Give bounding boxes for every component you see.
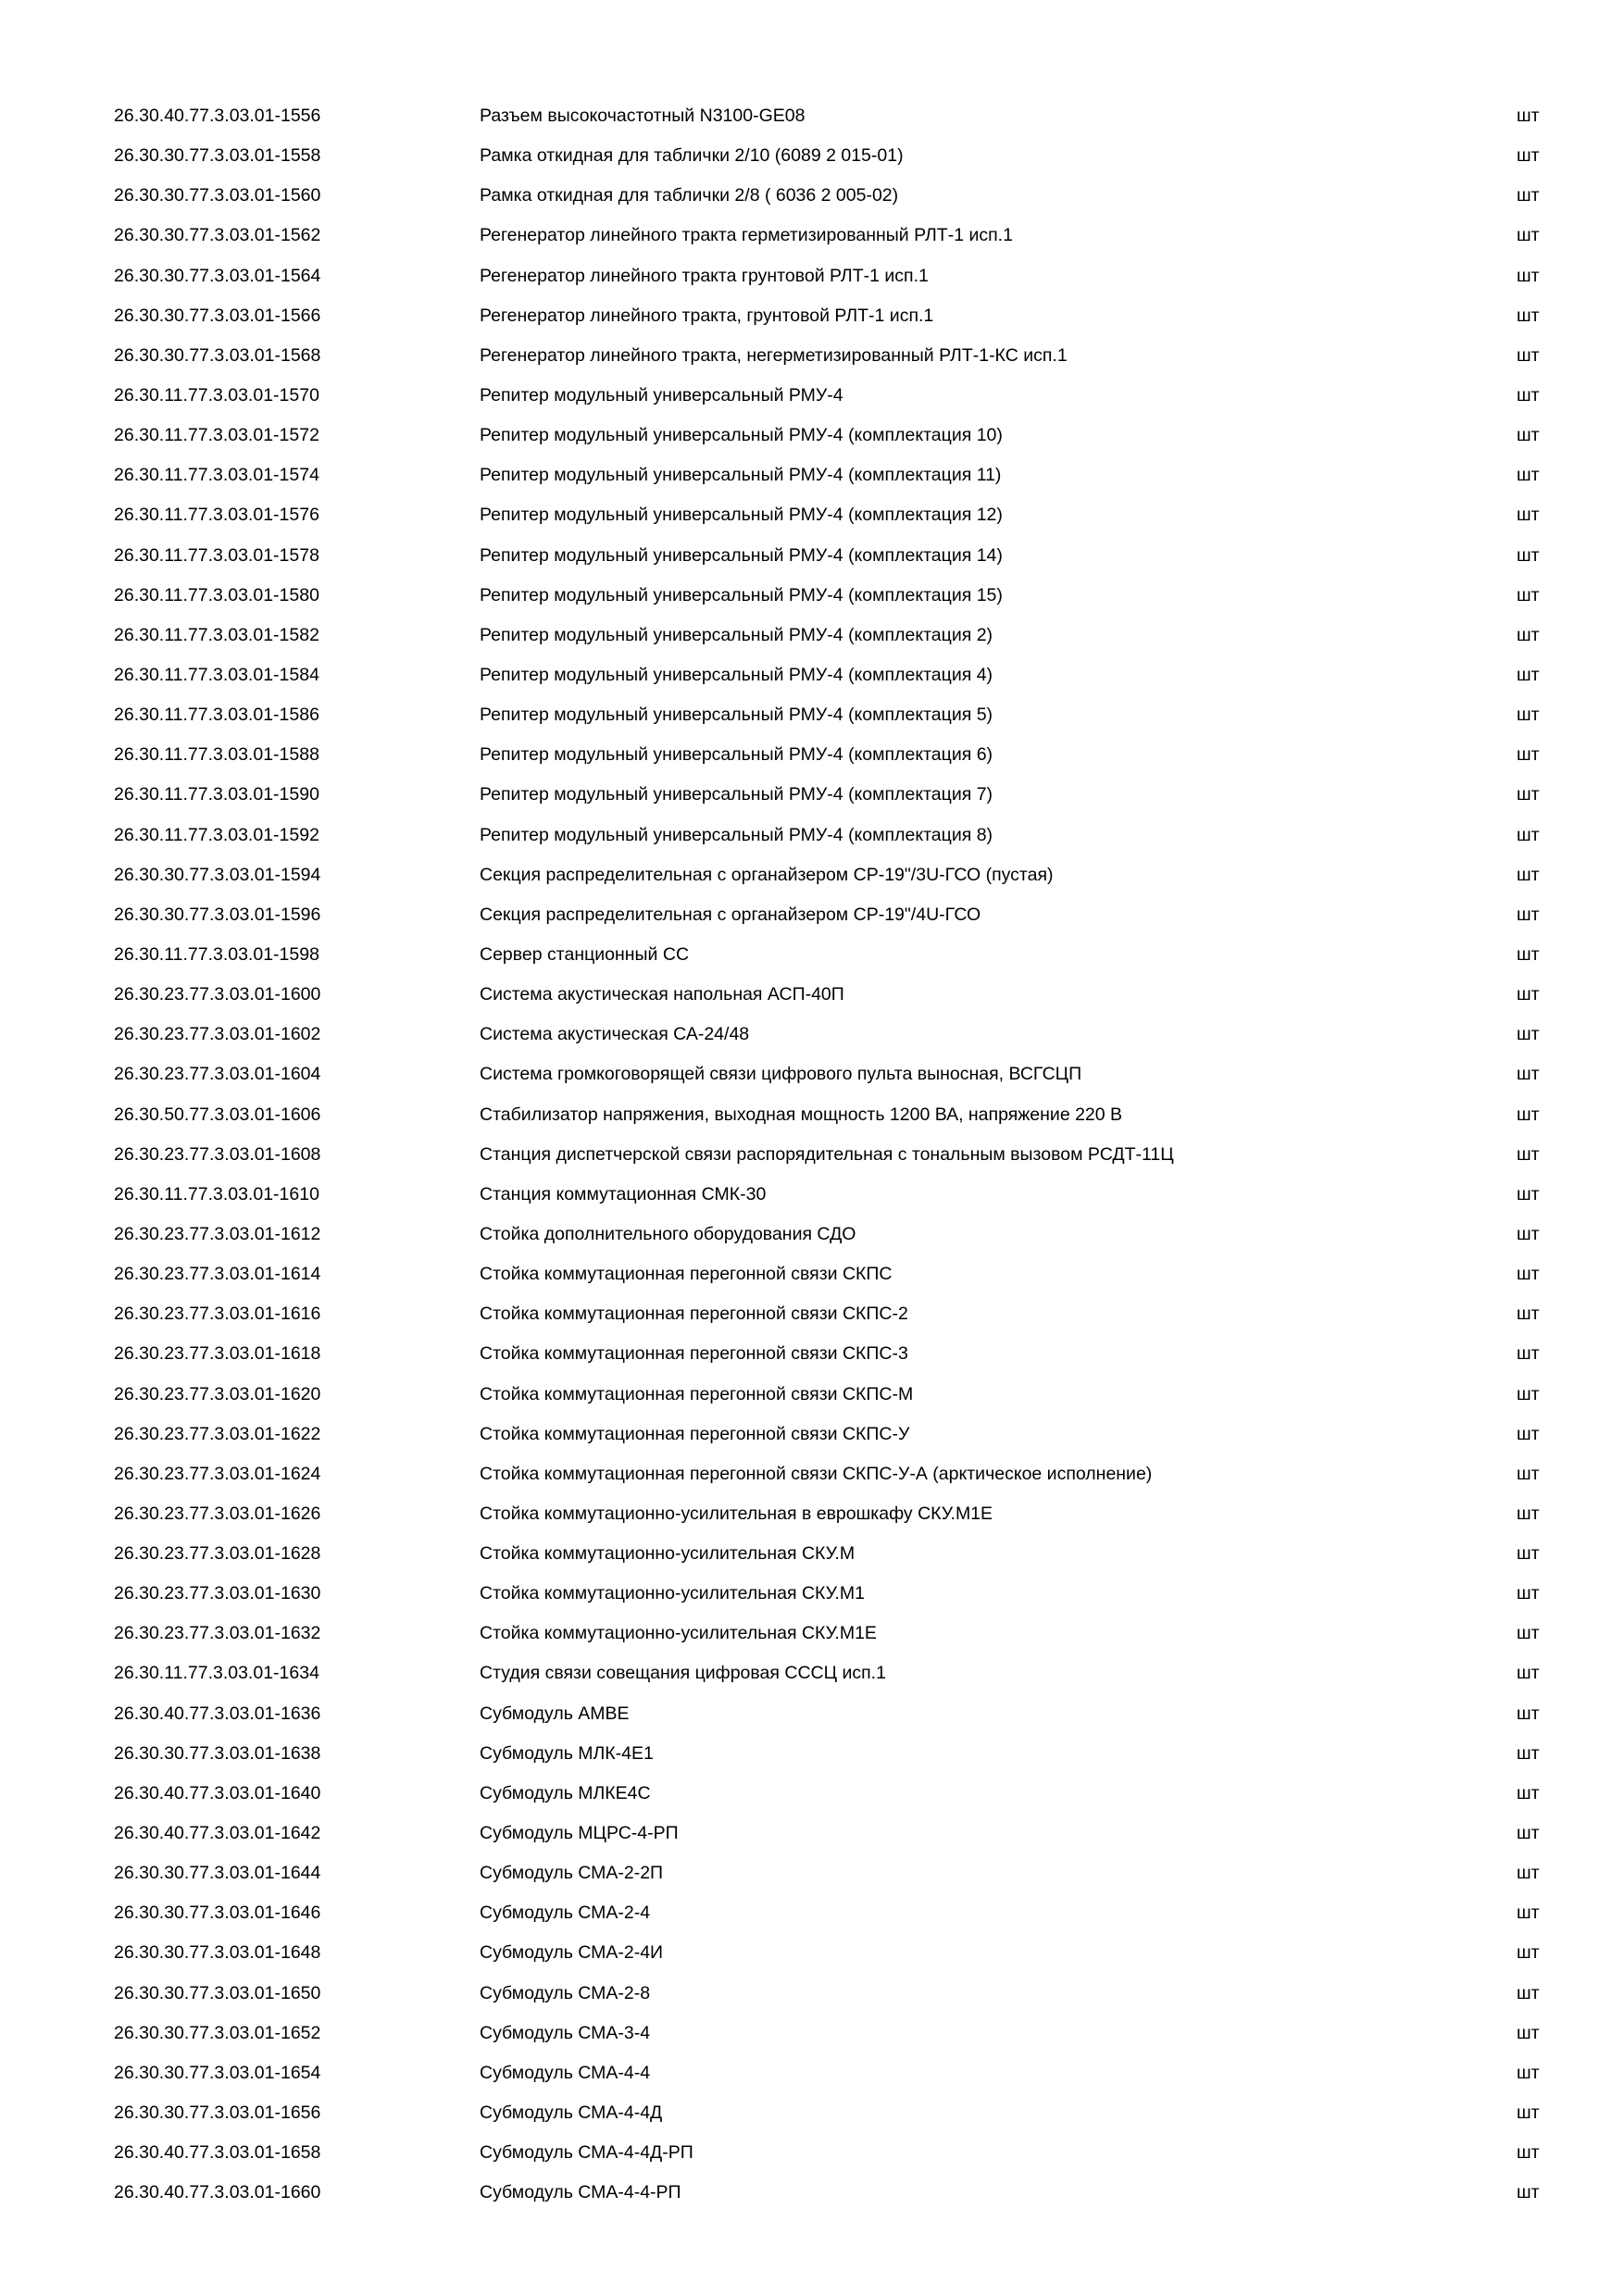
table-row xyxy=(0,504,1624,543)
resource-code: 26.30.30.77.3.03.01-1652 xyxy=(114,2022,321,2043)
resource-name: Студия связи совещания цифровая СССЦ исп.1 xyxy=(480,1663,886,1684)
unit-of-measure: шт xyxy=(1517,624,1540,645)
resource-name: Станция диспетчерской связи распорядительная с тональным вызовом РСДТ-11Ц xyxy=(480,1143,1174,1165)
table-row xyxy=(0,265,1624,305)
resource-code: 26.30.23.77.3.03.01-1608 xyxy=(114,1143,321,1165)
unit-of-measure: шт xyxy=(1517,1742,1540,1764)
unit-of-measure: шт xyxy=(1517,2142,1540,2164)
resource-code: 26.30.30.77.3.03.01-1646 xyxy=(114,1903,321,1924)
resource-name: Сервер станционный СС xyxy=(480,943,690,965)
unit-of-measure: шт xyxy=(1517,1782,1540,1803)
unit-of-measure: шт xyxy=(1517,664,1540,685)
unit-of-measure: шт xyxy=(1517,2022,1540,2043)
unit-of-measure: шт xyxy=(1517,824,1540,845)
resource-name: Стойка коммутационная перегонной связи СКПС-М xyxy=(480,1383,914,1404)
table-row xyxy=(0,664,1624,704)
resource-name: Рамка откидная для таблички 2/10 (6089 2 015-01) xyxy=(480,145,904,167)
resource-name: Репитер модульный универсальный РМУ-4 (комплектация 12) xyxy=(480,505,1003,526)
resource-code: 26.30.11.77.3.03.01-1574 xyxy=(114,465,319,486)
resource-name: Репитер модульный универсальный РМУ-4 (комплектация 8) xyxy=(480,824,993,845)
table-row xyxy=(0,464,1624,504)
unit-of-measure: шт xyxy=(1517,1623,1540,1644)
unit-of-measure: шт xyxy=(1517,1383,1540,1404)
resource-name: Регенератор линейного тракта герметизированный РЛТ-1 исп.1 xyxy=(480,225,1013,246)
unit-of-measure: шт xyxy=(1517,1663,1540,1684)
resource-name: Стойка коммутационная перегонной связи СКПС xyxy=(480,1264,893,1285)
resource-name: Субмодуль МЛК-4Е1 xyxy=(480,1742,654,1764)
resource-code: 26.30.23.77.3.03.01-1628 xyxy=(114,1543,321,1565)
table-row xyxy=(0,184,1624,224)
resource-code: 26.30.23.77.3.03.01-1600 xyxy=(114,984,321,1005)
unit-of-measure: шт xyxy=(1517,505,1540,526)
unit-of-measure: шт xyxy=(1517,145,1540,167)
resource-name: Репитер модульный универсальный РМУ-4 (комплектация 2) xyxy=(480,624,993,645)
resource-name: Станция коммутационная СМК-30 xyxy=(480,1183,767,1204)
resource-name: Стойка коммутационно-усилительная СКУ.М xyxy=(480,1543,856,1565)
unit-of-measure: шт xyxy=(1517,305,1540,326)
resource-code: 26.30.11.77.3.03.01-1578 xyxy=(114,544,319,566)
table-row xyxy=(0,1742,1624,1782)
resource-code: 26.30.11.77.3.03.01-1580 xyxy=(114,584,319,605)
table-row xyxy=(0,544,1624,584)
resource-code: 26.30.11.77.3.03.01-1592 xyxy=(114,824,319,845)
unit-of-measure: шт xyxy=(1517,1143,1540,1165)
table-row xyxy=(0,305,1624,344)
unit-of-measure: шт xyxy=(1517,344,1540,366)
resource-name: Стабилизатор напряжения, выходная мощность 1200 ВА, напряжение 220 В xyxy=(480,1104,1123,1125)
resource-name: Регенератор линейного тракта, негерметизированный РЛТ-1-КС исп.1 xyxy=(480,344,1068,366)
table-row xyxy=(0,983,1624,1023)
resource-name: Регенератор линейного тракта, грунтовой РЛТ-1 исп.1 xyxy=(480,305,934,326)
table-row xyxy=(0,2102,1624,2141)
unit-of-measure: шт xyxy=(1517,705,1540,726)
unit-of-measure: шт xyxy=(1517,1423,1540,1444)
table-row xyxy=(0,1941,1624,1981)
resource-code: 26.30.30.77.3.03.01-1562 xyxy=(114,225,321,246)
resource-code: 26.30.23.77.3.03.01-1632 xyxy=(114,1623,321,1644)
table-row xyxy=(0,1263,1624,1303)
unit-of-measure: шт xyxy=(1517,744,1540,766)
resource-code: 26.30.11.77.3.03.01-1582 xyxy=(114,624,319,645)
table-row xyxy=(0,1303,1624,1342)
unit-of-measure: шт xyxy=(1517,1343,1540,1365)
resource-name: Регенератор линейного тракта грунтовой РЛТ-1 исп.1 xyxy=(480,265,929,286)
table-row xyxy=(0,1423,1624,1463)
table-row xyxy=(0,1104,1624,1143)
resource-name: Стойка коммутационная перегонной связи СКПС-У xyxy=(480,1423,910,1444)
unit-of-measure: шт xyxy=(1517,2103,1540,2124)
resource-code: 26.30.11.77.3.03.01-1588 xyxy=(114,744,319,766)
resource-code: 26.30.23.77.3.03.01-1624 xyxy=(114,1463,321,1484)
table-row xyxy=(0,1542,1624,1582)
table-row xyxy=(0,1143,1624,1183)
resource-name: Субмодуль СМА-2-4 xyxy=(480,1903,651,1924)
table-row xyxy=(0,1463,1624,1503)
table-row xyxy=(0,2181,1624,2221)
resource-code: 26.30.23.77.3.03.01-1616 xyxy=(114,1304,321,1325)
resource-name: Разъем высокочастотный N3100-GE08 xyxy=(480,106,806,126)
resource-code: 26.30.23.77.3.03.01-1620 xyxy=(114,1383,321,1404)
resource-code: 26.30.11.77.3.03.01-1584 xyxy=(114,664,319,685)
resource-name: Субмодуль СМА-2-8 xyxy=(480,1982,651,2003)
unit-of-measure: шт xyxy=(1517,784,1540,805)
table-row xyxy=(0,2062,1624,2102)
resource-name: Субмодуль СМА-4-4Д-РП xyxy=(480,2142,693,2164)
unit-of-measure: шт xyxy=(1517,1583,1540,1604)
unit-of-measure: шт xyxy=(1517,1942,1540,1964)
unit-of-measure: шт xyxy=(1517,584,1540,605)
table-row xyxy=(0,1503,1624,1542)
resource-name: Субмодуль AMBE xyxy=(480,1703,630,1724)
resource-code: 26.30.30.77.3.03.01-1648 xyxy=(114,1942,321,1964)
unit-of-measure: шт xyxy=(1517,1863,1540,1884)
resource-code: 26.30.23.77.3.03.01-1612 xyxy=(114,1223,321,1244)
unit-of-measure: шт xyxy=(1517,2062,1540,2083)
unit-of-measure: шт xyxy=(1517,1463,1540,1484)
table-row xyxy=(0,1862,1624,1902)
resource-code: 26.30.40.77.3.03.01-1658 xyxy=(114,2142,321,2164)
table-row xyxy=(0,105,1624,144)
resource-name: Репитер модульный универсальный РМУ-4 (комплектация 15) xyxy=(480,584,1003,605)
table-row xyxy=(0,2141,1624,2181)
table-row xyxy=(0,1982,1624,2022)
table-row xyxy=(0,424,1624,464)
resource-code: 26.30.11.77.3.03.01-1610 xyxy=(114,1183,319,1204)
unit-of-measure: шт xyxy=(1517,1264,1540,1285)
resource-code: 26.30.40.77.3.03.01-1642 xyxy=(114,1823,321,1844)
unit-of-measure: шт xyxy=(1517,185,1540,206)
table-row xyxy=(0,224,1624,264)
resource-code: 26.30.40.77.3.03.01-1640 xyxy=(114,1782,321,1803)
resource-code: 26.30.11.77.3.03.01-1586 xyxy=(114,705,319,726)
resource-code: 26.30.40.77.3.03.01-1556 xyxy=(114,106,321,126)
unit-of-measure: шт xyxy=(1517,2182,1540,2203)
resource-name: Репитер модульный универсальный РМУ-4 (комплектация 6) xyxy=(480,744,993,766)
unit-of-measure: шт xyxy=(1517,544,1540,566)
resource-name: Стойка дополнительного оборудования СДО xyxy=(480,1223,856,1244)
resource-code: 26.30.11.77.3.03.01-1570 xyxy=(114,384,319,406)
table-row xyxy=(0,1582,1624,1622)
resource-name: Субмодуль СМА-3-4 xyxy=(480,2022,651,2043)
resource-code: 26.30.30.77.3.03.01-1638 xyxy=(114,1742,321,1764)
table-row xyxy=(0,904,1624,943)
resource-name: Стойка коммутационная перегонной связи СКПС-У-А (арктическое исполнение) xyxy=(480,1463,1153,1484)
resource-code: 26.30.30.77.3.03.01-1650 xyxy=(114,1982,321,2003)
table-row xyxy=(0,943,1624,983)
resource-name: Рамка откидная для таблички 2/8 ( 6036 2 005-02) xyxy=(480,185,899,206)
resource-name: Репитер модульный универсальный РМУ-4 (комплектация 5) xyxy=(480,705,993,726)
resource-code: 26.30.30.77.3.03.01-1654 xyxy=(114,2062,321,2083)
unit-of-measure: шт xyxy=(1517,1503,1540,1524)
table-row xyxy=(0,824,1624,864)
resource-code: 26.30.11.77.3.03.01-1634 xyxy=(114,1663,319,1684)
table-row xyxy=(0,783,1624,823)
resource-name: Система акустическая напольная АСП-40П xyxy=(480,984,844,1005)
unit-of-measure: шт xyxy=(1517,984,1540,1005)
resource-name: Репитер модульный универсальный РМУ-4 (комплектация 11) xyxy=(480,465,1002,486)
table-row xyxy=(0,624,1624,664)
unit-of-measure: шт xyxy=(1517,1304,1540,1325)
resource-code: 26.30.30.77.3.03.01-1594 xyxy=(114,864,321,885)
table-row xyxy=(0,1703,1624,1742)
table-row xyxy=(0,384,1624,424)
resource-name: Стойка коммутационно-усилительная СКУ.М1 xyxy=(480,1583,865,1604)
resource-code: 26.30.30.77.3.03.01-1564 xyxy=(114,265,321,286)
unit-of-measure: шт xyxy=(1517,904,1540,925)
resource-code: 26.30.23.77.3.03.01-1614 xyxy=(114,1264,321,1285)
resource-code: 26.30.40.77.3.03.01-1660 xyxy=(114,2182,321,2203)
resource-name: Субмодуль СМА-2-2П xyxy=(480,1863,664,1884)
unit-of-measure: шт xyxy=(1517,225,1540,246)
resource-code: 26.30.30.77.3.03.01-1558 xyxy=(114,145,321,167)
resource-code: 26.30.30.77.3.03.01-1644 xyxy=(114,1863,321,1884)
resource-name: Субмодуль МЦРС-4-РП xyxy=(480,1823,679,1844)
resource-name: Субмодуль СМА-2-4И xyxy=(480,1942,664,1964)
unit-of-measure: шт xyxy=(1517,1183,1540,1204)
table-row xyxy=(0,1383,1624,1423)
resource-code: 26.30.11.77.3.03.01-1576 xyxy=(114,505,319,526)
resource-code: 26.30.11.77.3.03.01-1598 xyxy=(114,943,319,965)
resource-name: Субмодуль МЛКЕ4С xyxy=(480,1782,651,1803)
resource-code: 26.30.23.77.3.03.01-1602 xyxy=(114,1024,321,1045)
resource-code: 26.30.23.77.3.03.01-1604 xyxy=(114,1064,321,1085)
unit-of-measure: шт xyxy=(1517,465,1540,486)
unit-of-measure: шт xyxy=(1517,1982,1540,2003)
resource-table xyxy=(0,105,1624,2221)
table-row xyxy=(0,704,1624,743)
unit-of-measure: шт xyxy=(1517,864,1540,885)
table-row xyxy=(0,1063,1624,1103)
resource-name: Стойка коммутационно-усилительная в еврошкафу СКУ.М1Е xyxy=(480,1503,993,1524)
resource-name: Система акустическая СА-24/48 xyxy=(480,1024,750,1045)
unit-of-measure: шт xyxy=(1517,384,1540,406)
unit-of-measure: шт xyxy=(1517,1064,1540,1085)
unit-of-measure: шт xyxy=(1517,1703,1540,1724)
unit-of-measure: шт xyxy=(1517,106,1540,126)
unit-of-measure: шт xyxy=(1517,943,1540,965)
table-row xyxy=(0,1902,1624,1941)
resource-name: Репитер модульный универсальный РМУ-4 (комплектация 10) xyxy=(480,425,1003,446)
table-row xyxy=(0,1342,1624,1382)
table-row xyxy=(0,1223,1624,1263)
table-row xyxy=(0,1662,1624,1702)
table-row xyxy=(0,2022,1624,2062)
resource-code: 26.30.23.77.3.03.01-1622 xyxy=(114,1423,321,1444)
resource-name: Стойка коммутационная перегонной связи СКПС-3 xyxy=(480,1343,908,1365)
unit-of-measure: шт xyxy=(1517,1104,1540,1125)
table-row xyxy=(0,743,1624,783)
resource-name: Секция распределительная с органайзером СР-19"/3U-ГСО (пустая) xyxy=(480,864,1054,885)
table-row xyxy=(0,1183,1624,1223)
table-row xyxy=(0,144,1624,184)
resource-code: 26.30.23.77.3.03.01-1630 xyxy=(114,1583,321,1604)
unit-of-measure: шт xyxy=(1517,265,1540,286)
resource-name: Репитер модульный универсальный РМУ-4 (комплектация 7) xyxy=(480,784,993,805)
resource-code: 26.30.30.77.3.03.01-1560 xyxy=(114,185,321,206)
resource-name: Стойка коммутационная перегонной связи СКПС-2 xyxy=(480,1304,908,1325)
resource-code: 26.30.23.77.3.03.01-1618 xyxy=(114,1343,321,1365)
resource-code: 26.30.40.77.3.03.01-1636 xyxy=(114,1703,321,1724)
resource-code: 26.30.11.77.3.03.01-1572 xyxy=(114,425,319,446)
resource-code: 26.30.30.77.3.03.01-1656 xyxy=(114,2103,321,2124)
resource-code: 26.30.30.77.3.03.01-1596 xyxy=(114,904,321,925)
resource-name: Субмодуль СМА-4-4Д xyxy=(480,2103,663,2124)
resource-name: Репитер модульный универсальный РМУ-4 (комплектация 4) xyxy=(480,664,993,685)
resource-name: Секция распределительная с органайзером СР-19"/4U-ГСО xyxy=(480,904,981,925)
unit-of-measure: шт xyxy=(1517,1223,1540,1244)
table-row xyxy=(0,1023,1624,1063)
unit-of-measure: шт xyxy=(1517,425,1540,446)
resource-name: Система громкоговорящей связи цифрового пульта выносная, ВСГСЦП xyxy=(480,1064,1082,1085)
unit-of-measure: шт xyxy=(1517,1543,1540,1565)
resource-name: Субмодуль СМА-4-4 xyxy=(480,2062,651,2083)
unit-of-measure: шт xyxy=(1517,1823,1540,1844)
resource-code: 26.30.30.77.3.03.01-1566 xyxy=(114,305,321,326)
resource-code: 26.30.30.77.3.03.01-1568 xyxy=(114,344,321,366)
resource-name: Субмодуль СМА-4-4-РП xyxy=(480,2182,681,2203)
resource-name: Стойка коммутационно-усилительная СКУ.М1Е xyxy=(480,1623,877,1644)
resource-code: 26.30.50.77.3.03.01-1606 xyxy=(114,1104,321,1125)
resource-code: 26.30.23.77.3.03.01-1626 xyxy=(114,1503,321,1524)
table-row xyxy=(0,1822,1624,1862)
table-row xyxy=(0,1622,1624,1662)
resource-name: Репитер модульный универсальный РМУ-4 xyxy=(480,384,843,406)
table-row xyxy=(0,584,1624,624)
table-row xyxy=(0,864,1624,904)
table-row xyxy=(0,1782,1624,1822)
unit-of-measure: шт xyxy=(1517,1903,1540,1924)
resource-code: 26.30.11.77.3.03.01-1590 xyxy=(114,784,319,805)
table-row xyxy=(0,344,1624,384)
resource-name: Репитер модульный универсальный РМУ-4 (комплектация 14) xyxy=(480,544,1003,566)
unit-of-measure: шт xyxy=(1517,1024,1540,1045)
